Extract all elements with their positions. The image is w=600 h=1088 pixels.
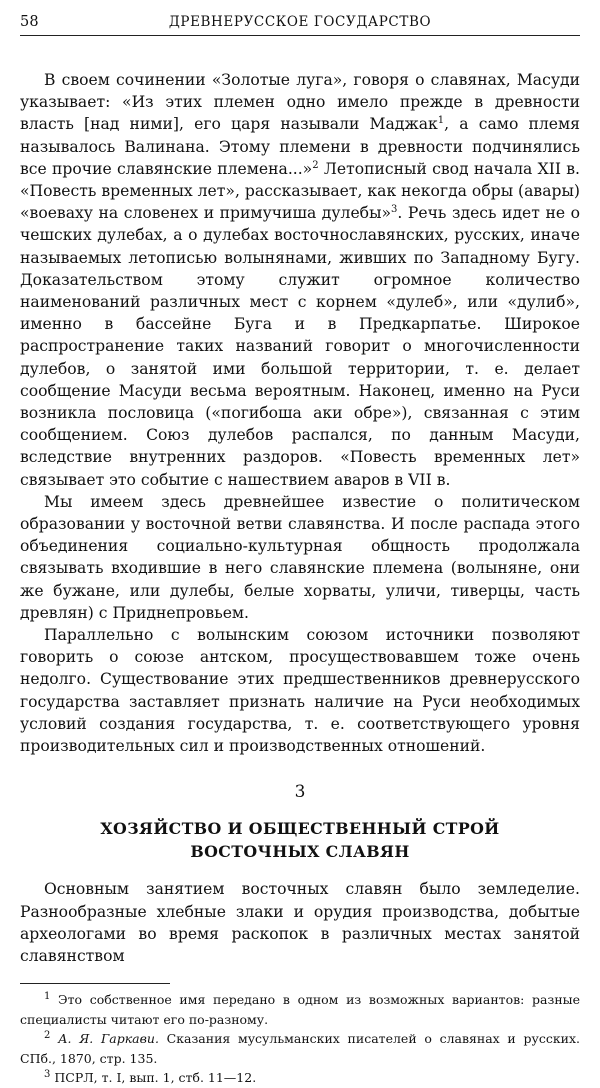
paragraph-text: В своем сочинении «Золотые луга», говоря о славянах, Масуди указывает: «Из этих племен одно имело прежде в древности власть [над ними], его царя называли Маджак (20, 71, 580, 134)
footnote-2 (20, 1029, 580, 1068)
section-title (20, 817, 580, 863)
footnote-ref-1[interactable]: 1 (437, 115, 445, 127)
running-header (20, 14, 580, 36)
footnote-mark: 2 (44, 1029, 51, 1041)
paragraph-agriculture: Основным занятием восточных славян было земледелие. Разнообразные хлебные злаки и орудия производства, добытые археологами во время раскопок в различных местах занятой славянством (20, 880, 580, 965)
footnote-author: А. Я. Гаркави. (58, 1031, 159, 1047)
footnote-3 (20, 1068, 580, 1088)
paragraph-antes-union: Параллельно с волынским союзом источники позволяют говорить о союзе антском, просуществовавшем тоже очень недолго. Существование этих предшественников древнерусского государства заставляет признать наличие на Руси необходимых условий создания государства, т. е. соответствующего уровня производительных сил и производственных отношений. (20, 626, 580, 756)
footnote-mark: 1 (44, 990, 51, 1002)
paragraph-text: Летописный свод начала XII в. «Повесть временных лет», рассказывает, как некогда обры (авары) «воеваху на словенех и примучиша дулебы» (20, 159, 581, 223)
footnote-ref-3[interactable]: 3 (391, 204, 398, 216)
section-title-line-2: ВОСТОЧНЫХ СЛАВЯН (190, 842, 410, 862)
section-title-line-1: ХОЗЯЙСТВО И ОБЩЕСТВЕННЫЙ СТРОЙ (100, 819, 500, 839)
paragraph-text: , а само племя называлось Валинана. Этому племени в древности подчинялись все прочие славянские племена...» (20, 115, 580, 178)
footnotes (20, 990, 580, 1088)
paragraph-masudi (20, 69, 580, 491)
footnote-text: Сказания мусульманских писателей о славянах и русских. СПб., 1870, стр. 135. (20, 1031, 580, 1066)
section-number: 3 (294, 782, 306, 803)
footnote-text: ПСРЛ, т. I, вып. 1, стб. 11—12. (50, 1070, 257, 1086)
running-title: ДРЕВНЕРУССКОЕ ГОСУДАРСТВО (168, 14, 432, 30)
footnote-1 (20, 990, 580, 1029)
page-number: 58 (20, 14, 39, 30)
paragraph-text: . Речь здесь идет не о чешских дулебах, а о дулебах восточнославянских, русских, иначе называемых летописью волынянами, живших по Западному Бугу. Доказательством этому служит огромное количество наименований различных мест с корнем «дулеб», или «дулиб», именно в бассейне Буга и в Предкарпатье. Широкое распространение таких названий говорит о многочисленности дулебов, о занятой ими большой территории, т. е. делает сообщение Масуди весьма вероятным. Наконец, именно на Руси возникла пословица («погибоша аки обре»), связанная с этим сообщением. Союз дулебов распался, по данным Масуди, вследствие внутренних раздоров. «Повесть временных лет» связывает это событие с нашествием аваров в VII в. (20, 204, 580, 489)
book-page (20, 14, 581, 1086)
paragraph-political-formation: Мы имеем здесь древнейшее известие о политическом образовании у восточной ветви славянства. И после распада этого объединения социально-культурная общность продолжала связывать входившие в него славянские племена (волыняне, они же бужане, или дулебы, белые хорваты, уличи, тиверцы, часть древлян) с Приднепровьем. (20, 492, 580, 622)
footnote-ref-2[interactable]: 2 (312, 159, 319, 171)
main-text (20, 69, 580, 967)
footnote-text: Это собственное имя передано в одном из возможных вариантов: разные специалисты читают его по-разному. (20, 992, 580, 1027)
footnote-mark: 3 (44, 1068, 51, 1080)
footnote-divider (20, 983, 170, 984)
